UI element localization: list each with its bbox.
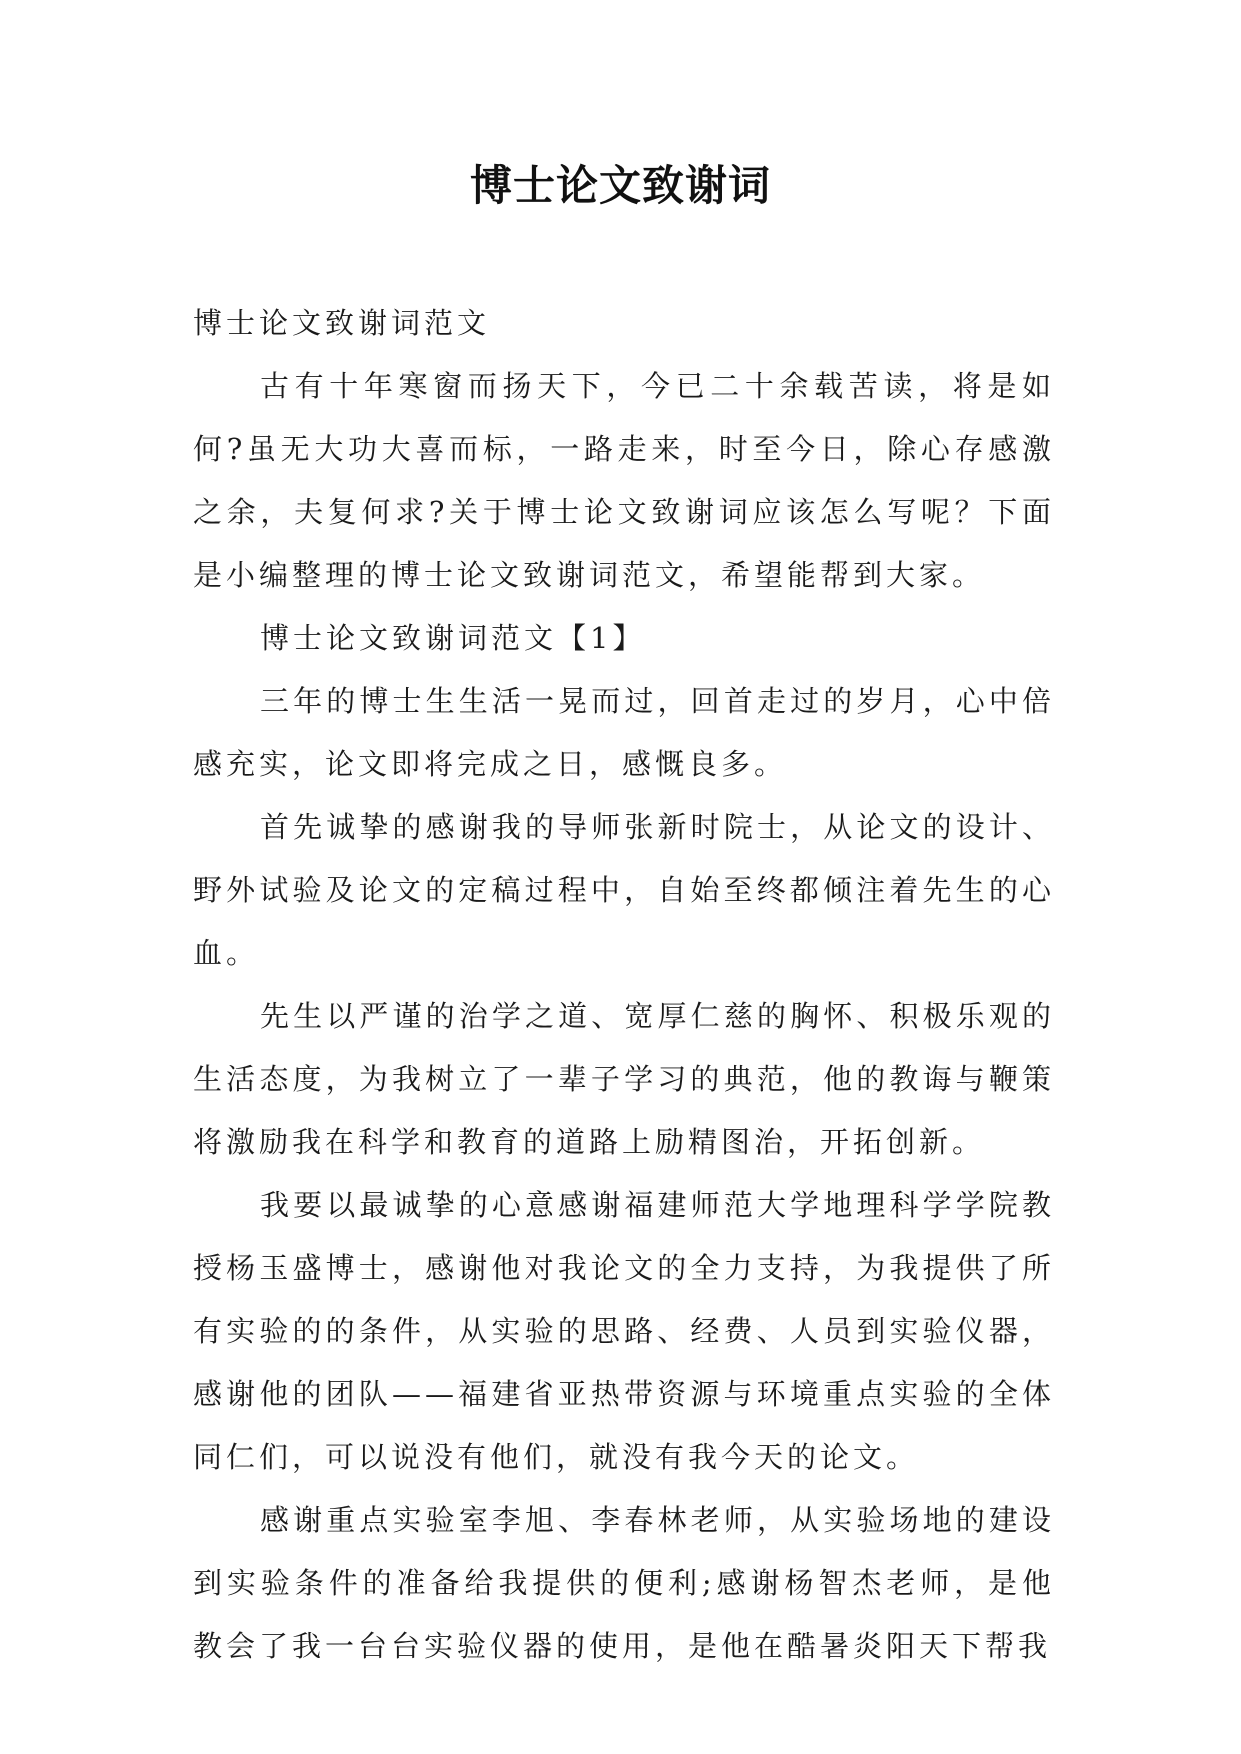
paragraph-body: 我要以最诚挚的心意感谢福建师范大学地理科学学院教授杨玉盛博士，感谢他对我论文的全力支持，为我提供了所有实验的的条件，从实验的思路、经费、人员到实验仪器，感谢他的团队——福建省亚热带资源与环境重点实验的全体同仁们，可以说没有他们，就没有我今天的论文。 <box>193 1188 1055 1474</box>
paragraph-body: 先生以严谨的治学之道、宽厚仁慈的胸怀、积极乐观的生活态度，为我树立了一辈子学习的典范，他的教诲与鞭策将激励我在科学和教育的道路上励精图治，开拓创新。 <box>193 999 1055 1159</box>
paragraph-body: 首先诚挚的感谢我的导师张新时院士，从论文的设计、野外试验及论文的定稿过程中，自始至终都倾注着先生的心血。 <box>193 810 1055 970</box>
paragraph-body: 三年的博士生生活一晃而过，回首走过的岁月，心中倍感充实，论文即将完成之日，感慨良多。 <box>193 684 1055 781</box>
paragraph-body: 感谢重点实验室李旭、李春林老师，从实验场地的建设到实验条件的准备给我提供的便利;感谢杨智杰老师，是他教会了我一台台实验仪器的使用，是他在酷暑炎阳天下帮我 <box>193 1503 1055 1663</box>
paragraph-section-heading: 博士论文致谢词范文【1】 <box>260 621 646 655</box>
paragraph-intro: 古有十年寒窗而扬天下，今已二十余载苦读，将是如何?虽无大功大喜而标，一路走来，时至今日，除心存感激之余，夫复何求?关于博士论文致谢词应该怎么写呢？下面是小编整理的博士论文致谢词范文，希望能帮到大家。 <box>193 369 1055 592</box>
document-body <box>193 292 1055 1678</box>
document-title: 博士论文致谢词 <box>469 161 771 210</box>
paragraph-subtitle: 博士论文致谢词范文 <box>193 306 491 340</box>
